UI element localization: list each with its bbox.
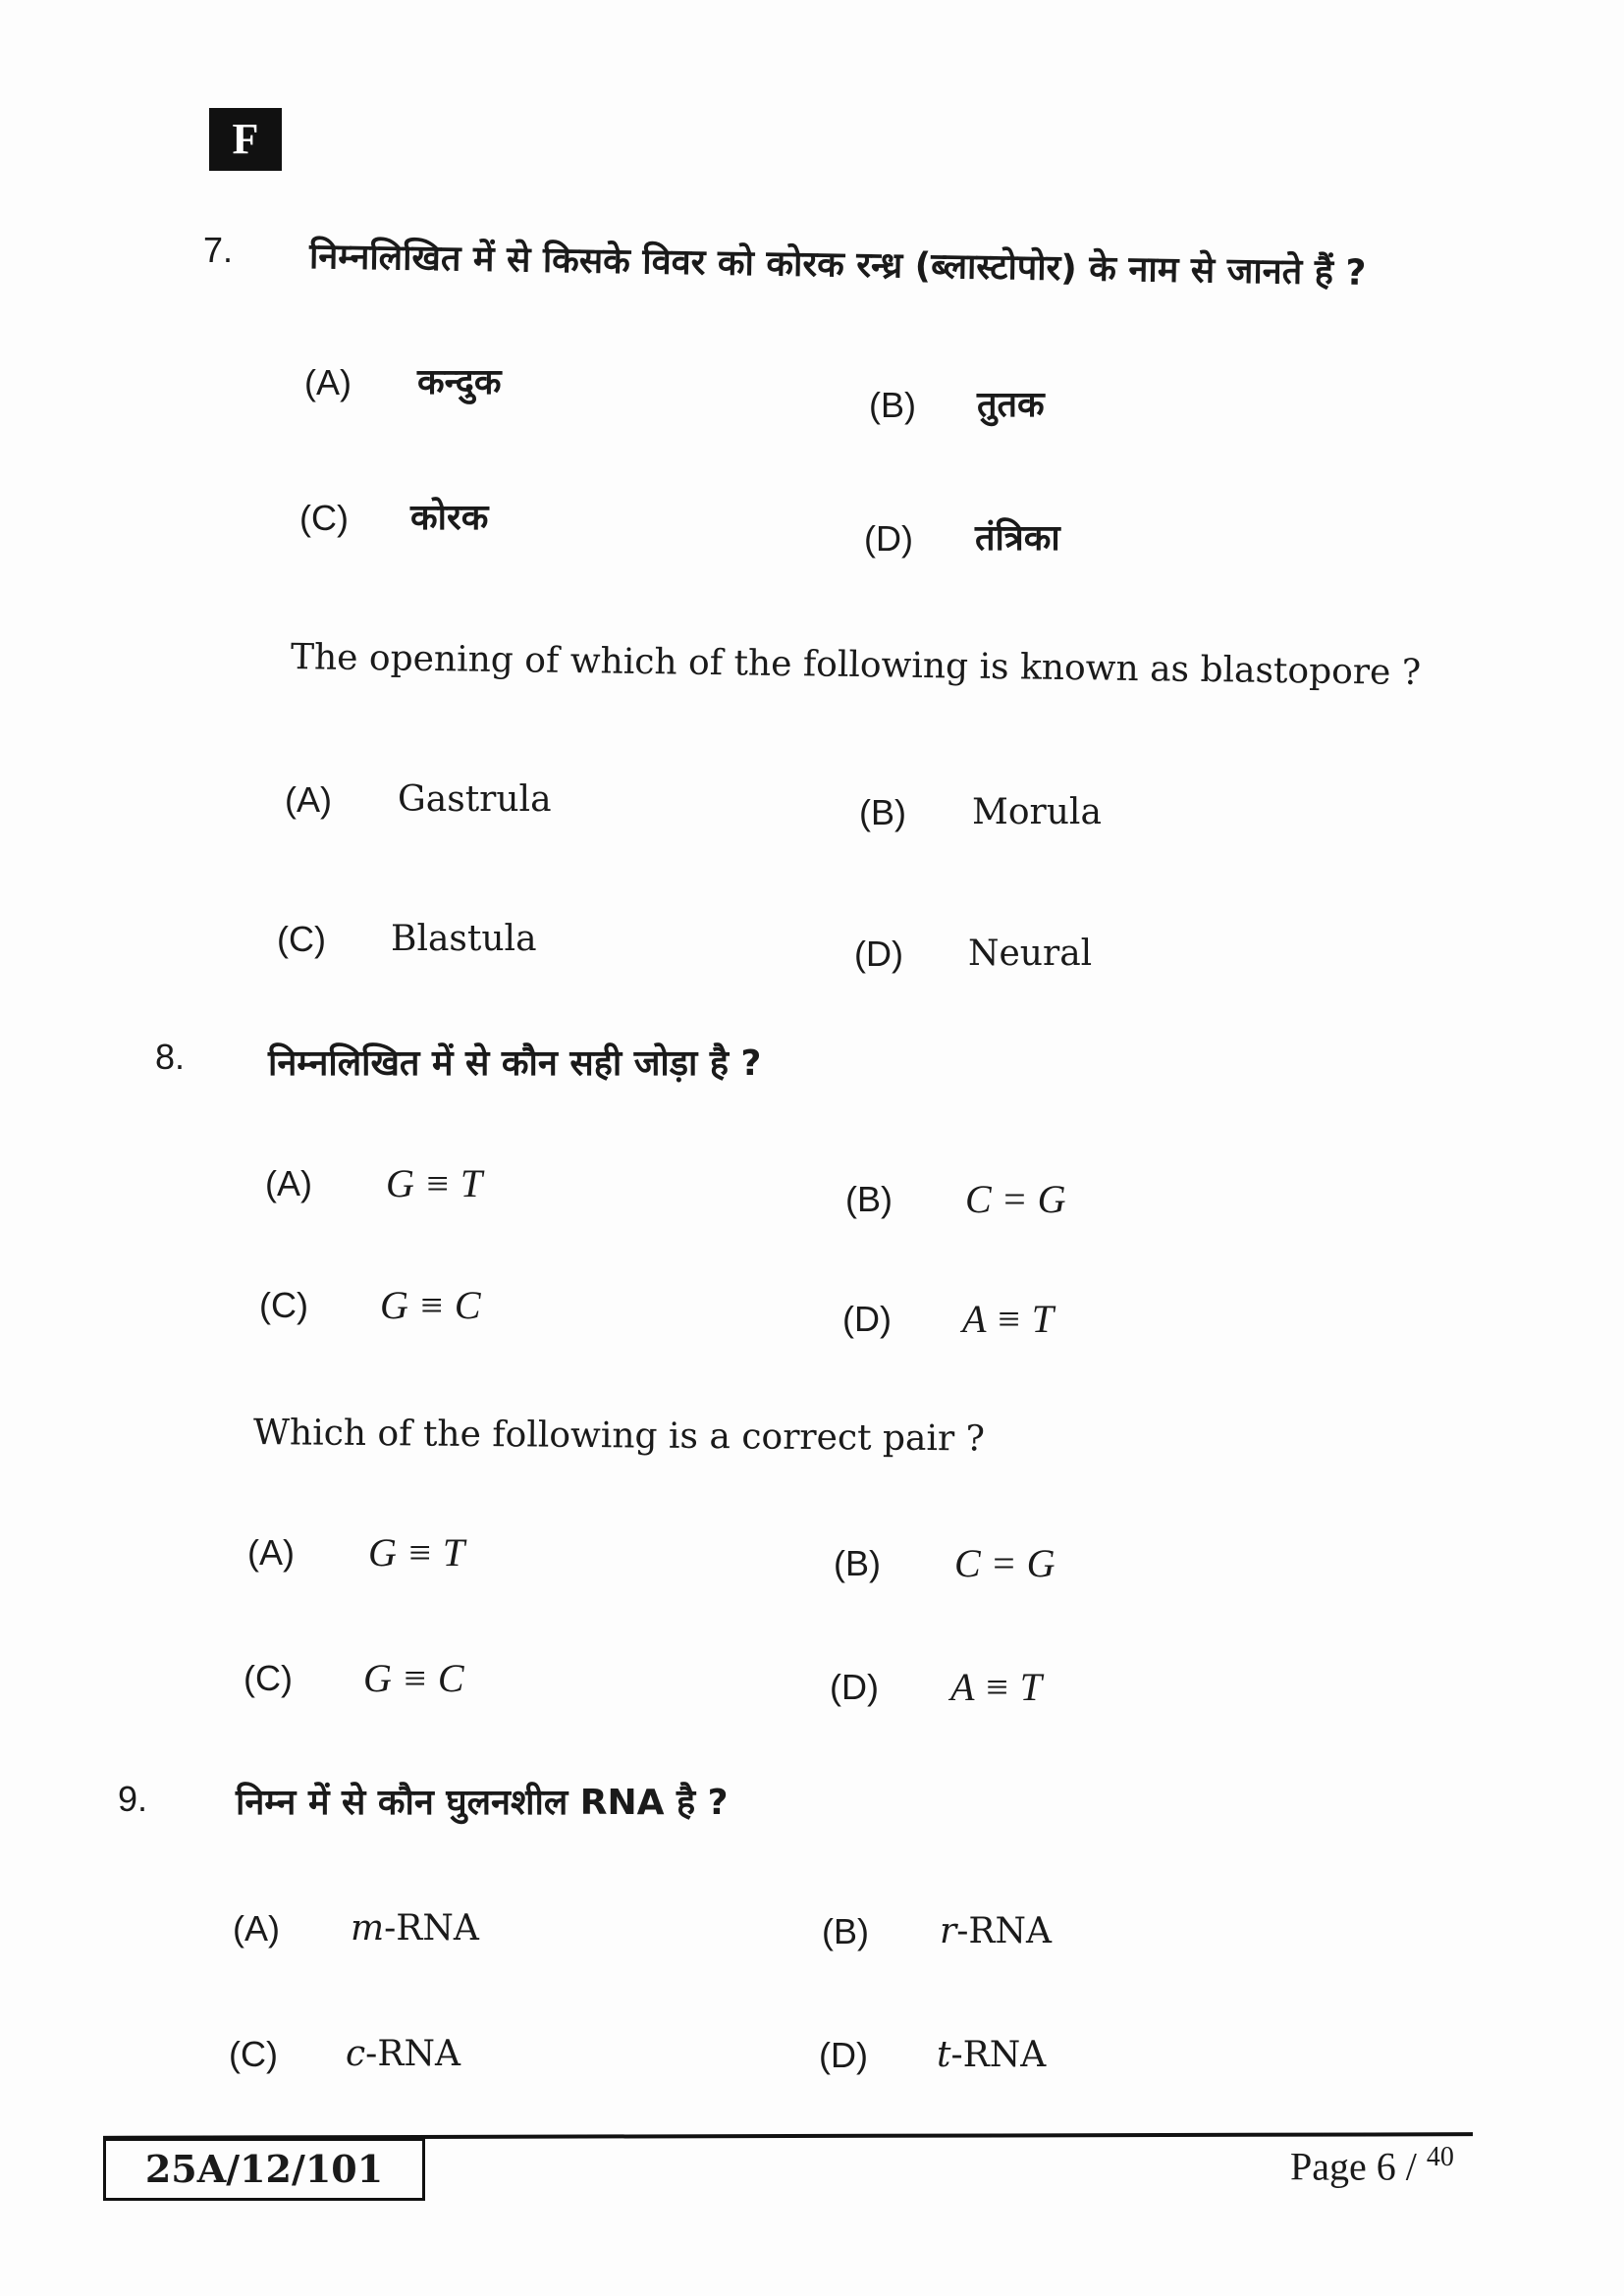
option-label: (B) (869, 385, 916, 425)
option-label: (C) (229, 2034, 278, 2074)
question-text-english: The opening of which of the following is known as blastopore ? (290, 637, 1422, 694)
option-text[interactable]: कोरक (410, 498, 489, 538)
option-label: (D) (854, 934, 903, 974)
rna-prefix: t (937, 2035, 951, 2075)
option-label: (C) (259, 1285, 308, 1325)
option-label: (D) (864, 518, 913, 559)
option-label: (A) (233, 1908, 280, 1949)
option-text[interactable]: Neural (968, 934, 1093, 974)
option-text[interactable]: Morula (972, 792, 1102, 832)
page-total: 40 (1426, 2142, 1454, 2172)
question-text-hindi: निम्न में से कौन घुलनशील RNA है ? (236, 1783, 729, 1823)
option-text[interactable]: G ≡ C (380, 1283, 481, 1327)
option-label: (D) (819, 2035, 868, 2075)
option-label: (D) (842, 1299, 892, 1339)
option-text[interactable]: तुतक (977, 385, 1045, 425)
paper-code: 25A/12/101 (103, 2138, 425, 2201)
question-number: 8. (155, 1037, 186, 1077)
option-label: (D) (830, 1667, 879, 1707)
option-label: (C) (244, 1658, 293, 1698)
question-number: 7. (203, 230, 234, 270)
question-text-hindi: निम्नलिखित में से किसके विवर को कोरक रन्ध्र (ब्लास्टोपोर) के नाम से जानते हैं ? (308, 237, 1367, 294)
option-label: (A) (247, 1532, 295, 1573)
option-text[interactable]: G ≡ C (363, 1656, 464, 1700)
option-text[interactable]: कन्दुक (417, 362, 502, 402)
option-text[interactable] (940, 1910, 1052, 1953)
option-label: (B) (822, 1911, 869, 1951)
option-text[interactable]: A ≡ T (950, 1665, 1042, 1709)
option-label: (B) (845, 1179, 893, 1219)
rna-prefix: m (351, 1908, 385, 1949)
option-text[interactable]: G ≡ T (368, 1530, 465, 1575)
option-label: (B) (859, 792, 906, 832)
rna-prefix: c (346, 2034, 366, 2074)
option-text[interactable] (351, 1907, 479, 1950)
option-label: (C) (299, 498, 349, 538)
option-text[interactable]: A ≡ T (962, 1297, 1054, 1341)
option-text[interactable]: Blastula (391, 919, 537, 959)
option-label: (B) (834, 1543, 881, 1583)
question-number: 9. (118, 1779, 148, 1819)
option-label: (A) (304, 362, 352, 402)
question-text-hindi: निम्नलिखित में से कौन सही जोड़ा है ? (268, 1043, 762, 1084)
rna-suffix: -RNA (950, 2035, 1047, 2075)
option-text[interactable] (346, 2033, 460, 2076)
option-text[interactable]: C = G (954, 1541, 1056, 1585)
page-number (1290, 2142, 1454, 2189)
rna-suffix: -RNA (384, 1908, 479, 1949)
option-label: (A) (285, 779, 332, 820)
option-label: (C) (277, 919, 326, 959)
option-text[interactable]: C = G (965, 1177, 1066, 1221)
rna-suffix: -RNA (956, 1911, 1052, 1951)
rna-suffix: -RNA (365, 2034, 460, 2074)
option-text[interactable]: Gastrula (398, 779, 552, 820)
option-text[interactable]: G ≡ T (386, 1161, 483, 1205)
question-text-english: Which of the following is a correct pair ? (252, 1413, 986, 1460)
page-label: Page 6 / (1290, 2144, 1417, 2189)
option-label: (A) (265, 1163, 312, 1203)
option-text[interactable]: तंत्रिका (975, 518, 1060, 559)
rna-prefix: r (940, 1911, 957, 1951)
option-text[interactable] (937, 2034, 1046, 2077)
set-label-badge: F (209, 108, 282, 171)
